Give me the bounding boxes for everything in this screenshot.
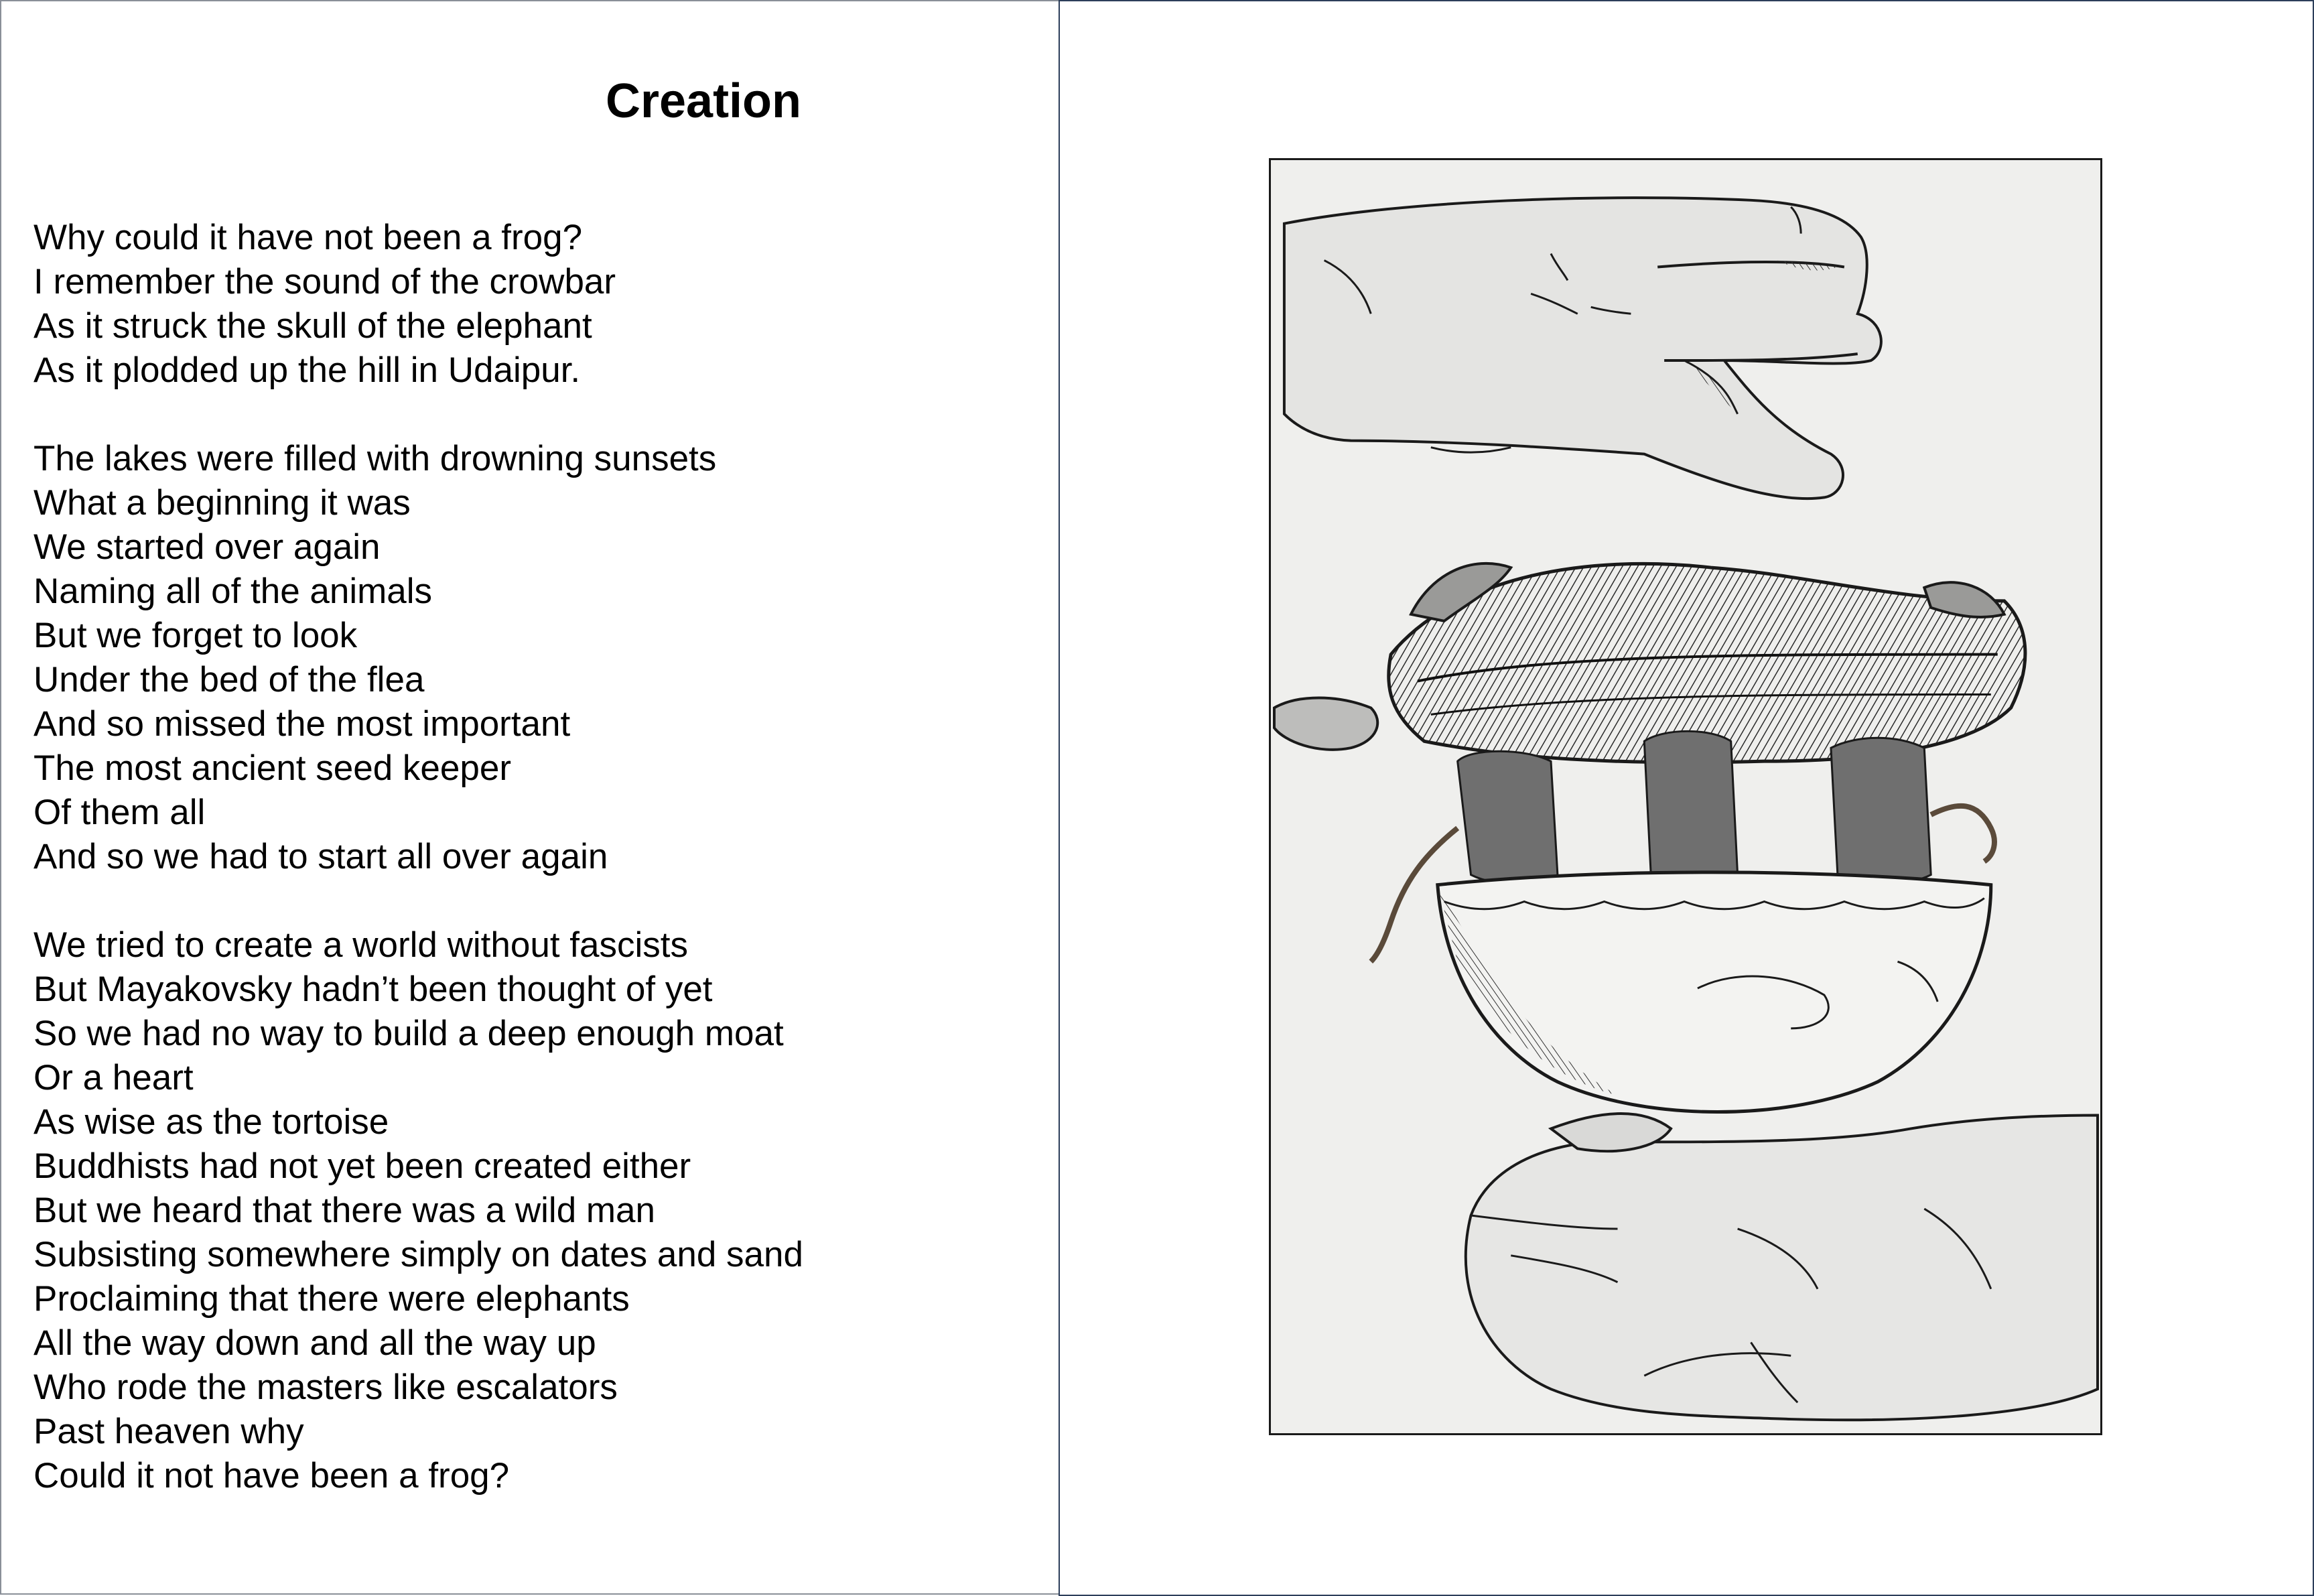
poem-line: Or a heart: [33, 1058, 194, 1098]
poem-line: But we forget to look: [33, 616, 358, 655]
poem-line: As it plodded up the hill in Udaipur.: [33, 350, 581, 390]
poem-line: The lakes were filled with drowning sunsets: [33, 439, 717, 478]
poem-line: We started over again: [33, 527, 381, 567]
poem-line: Of them all: [33, 793, 206, 832]
poem-line: But Mayakovsky hadn’t been thought of yet: [33, 970, 713, 1009]
poem-line: And so missed the most important: [33, 704, 571, 744]
poem-line: But we heard that there was a wild man: [33, 1191, 655, 1230]
poem-line: So we had no way to build a deep enough moat: [33, 1014, 784, 1053]
poem-line: Could it not have been a frog?: [33, 1456, 510, 1495]
poem-line: What a beginning it was: [33, 483, 411, 523]
poem-line: Proclaiming that there were elephants: [33, 1279, 630, 1319]
poem-line: And so we had to start all over again: [33, 837, 608, 876]
poem-body: [33, 216, 1012, 1542]
poem-line: The most ancient seed keeper: [33, 748, 511, 788]
poem-line: Past heaven why: [33, 1412, 304, 1451]
poem-line: As wise as the tortoise: [33, 1102, 389, 1142]
poem-line: We tried to create a world without fascists: [33, 925, 688, 965]
stanza: [33, 923, 1012, 1498]
poem-line: All the way down and all the way up: [33, 1323, 596, 1363]
poem-line: Under the bed of the flea: [33, 660, 425, 700]
poem-line: Who rode the masters like escalators: [33, 1368, 618, 1407]
lower-hand-drawing: [1466, 1114, 2098, 1420]
collage-illustration-icon: [1271, 160, 2100, 1433]
poem-line: Subsisting somewhere simply on dates and sand: [33, 1235, 803, 1274]
poem-line: Why could it have not been a frog?: [33, 218, 583, 257]
collage-illustration: [1269, 158, 2102, 1435]
poem-line: Naming all of the animals: [33, 572, 433, 611]
stanza: [33, 216, 1012, 393]
left-page: [0, 0, 1060, 1595]
poem-title: Creation: [605, 74, 802, 128]
poem-line: Buddhists had not yet been created either: [33, 1146, 691, 1186]
poem-line: As it struck the skull of the elephant: [33, 306, 592, 346]
poem-line: I remember the sound of the crowbar: [33, 262, 616, 302]
stanza: [33, 437, 1012, 879]
